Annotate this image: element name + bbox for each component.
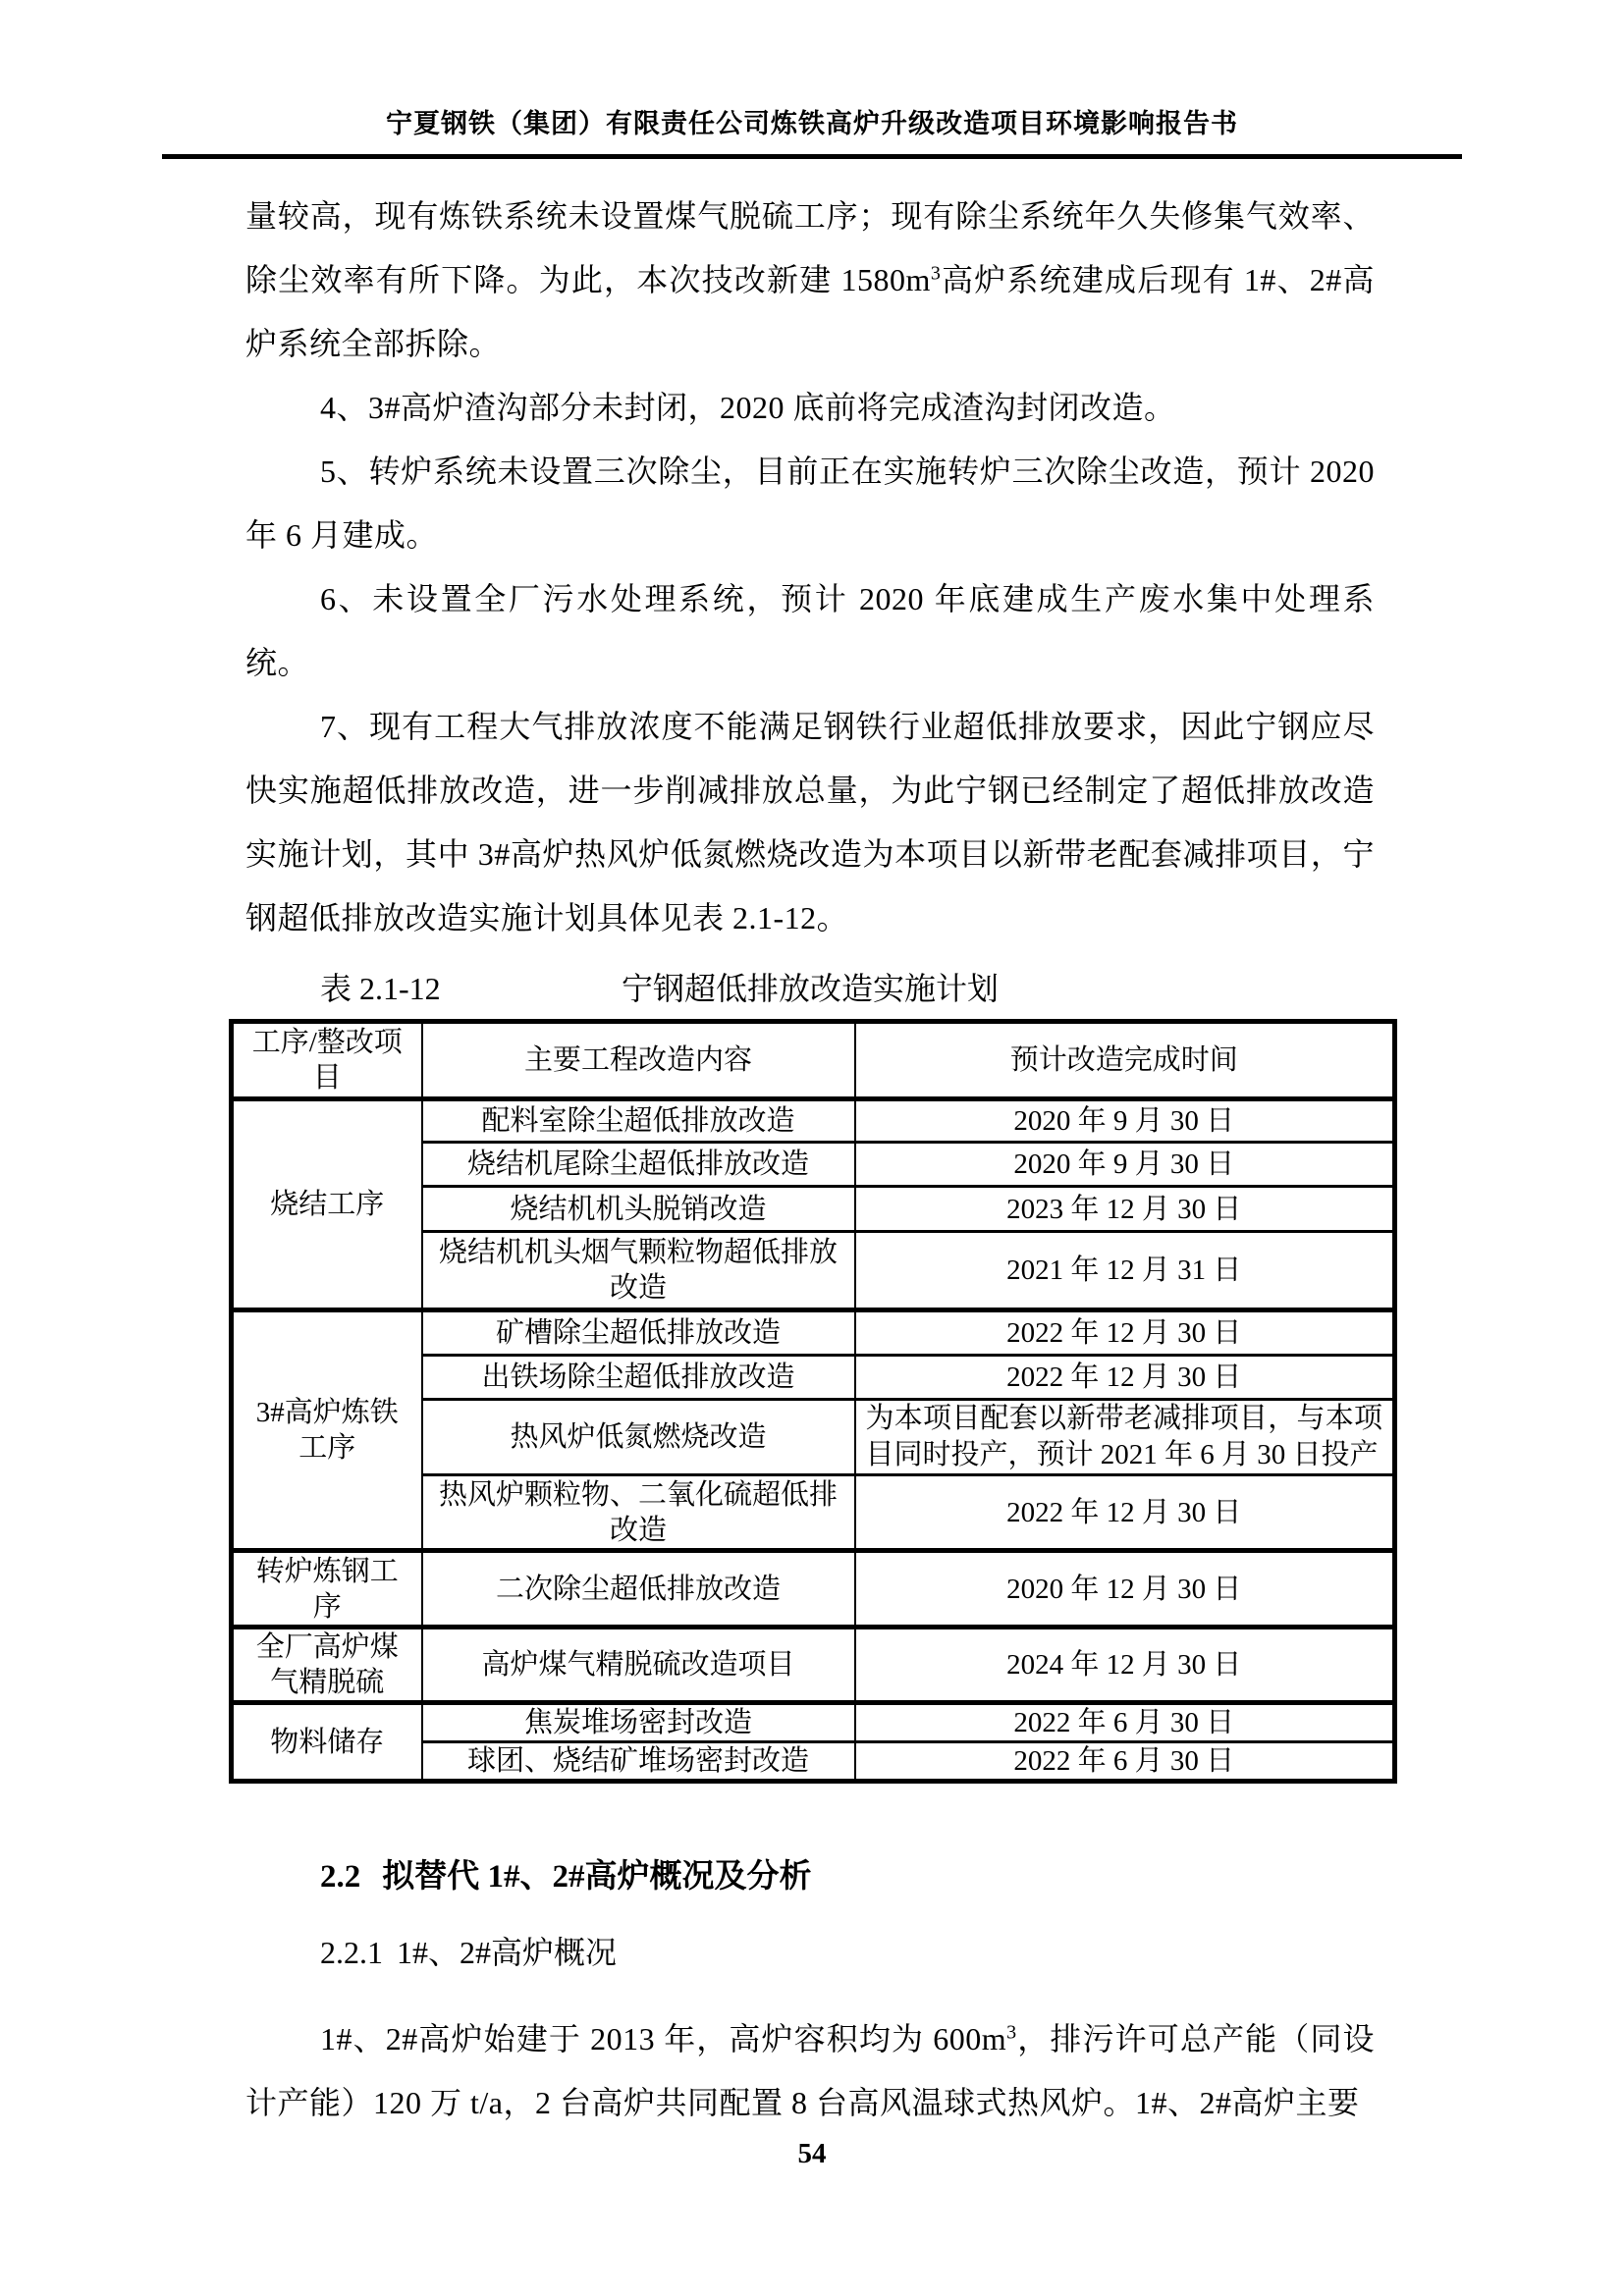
list-item-5: 5、转炉系统未设置三次除尘，目前正在实施转炉三次除尘改造，预计 2020 年 6 月建成。 (245, 454, 1375, 553)
table-caption (245, 958, 1375, 1019)
list-item-6: 6、未设置全厂污水处理系统，预计 2020 年底建成生产废水集中处理系统。 (245, 581, 1375, 680)
column-header-process: 工序/整改项目 (232, 1022, 422, 1099)
table-cell-date: 2020 年 12 月 30 日 (855, 1551, 1395, 1628)
group-cell-blast-furnace: 3#高炉炼铁工序 (232, 1310, 422, 1551)
page-header (0, 0, 1624, 159)
table-row (232, 1551, 1395, 1628)
list-item-7: 7、现有工程大气排放浓度不能满足钢铁行业超低排放要求，因此宁钢应尽快实施超低排放改造，进一步削减排放总量，为此宁钢已经制定了超低排放改造实施计划，其中 3#高炉热风炉低氮燃烧改造为本项目以新带老配套减排项目，宁钢超低排放改造实施计划具体见表 2.1-12。 (245, 709, 1375, 935)
report-header-title: 宁夏钢铁（集团）有限责任公司炼铁高炉升级改造项目环境影响报告书 (386, 109, 1238, 138)
table-cell-content: 球团、烧结矿堆场密封改造 (422, 1742, 855, 1782)
header-rule (162, 154, 1462, 159)
section-heading-2-2 (245, 1854, 1375, 1899)
list-item-4: 4、3#高炉渣沟部分未封闭，2020 底前将完成渣沟封闭改造。 (320, 390, 1176, 425)
superscript-3: 3 (1006, 2021, 1017, 2044)
column-header-date: 预计改造完成时间 (855, 1022, 1395, 1099)
group-cell-material-storage: 物料储存 (232, 1703, 422, 1782)
table-caption-title: 宁钢超低排放改造实施计划 (621, 971, 999, 1006)
section-number: 2.2.1 (320, 1935, 383, 1970)
paragraph-continuation (245, 185, 1375, 376)
table-cell-date: 2023 年 12 月 30 日 (855, 1187, 1395, 1232)
table-caption-label: 表 2.1-12 (320, 971, 441, 1006)
table-cell-content: 烧结机机头脱销改造 (422, 1187, 855, 1232)
table-cell-date: 2020 年 9 月 30 日 (855, 1143, 1395, 1187)
table-cell-content: 配料室除尘超低排放改造 (422, 1099, 855, 1143)
group-cell-sintering: 烧结工序 (232, 1099, 422, 1310)
section-title: 拟替代 1#、2#高炉概况及分析 (382, 1859, 812, 1895)
table-cell-date: 2022 年 12 月 30 日 (855, 1356, 1395, 1400)
table-row (232, 1703, 1395, 1742)
page-body (0, 185, 1624, 2135)
table-row (232, 1628, 1395, 1703)
table-cell-content: 热风炉颗粒物、二氧化硫超低排改造 (422, 1475, 855, 1551)
paragraph-text: ，排污许可总产能（同设计产能）120 万 t/a，2 台高炉共同配置 8 台高风温球式热风炉。1#、2#高炉主要 (245, 2021, 1375, 2120)
table-cell-content: 焦炭堆场密封改造 (422, 1703, 855, 1742)
table-cell-date: 2022 年 6 月 30 日 (855, 1703, 1395, 1742)
table-cell-date: 为本项目配套以新带老减排项目，与本项目同时投产，预计 2021 年 6 月 30 日投产 (855, 1400, 1395, 1475)
paragraph-furnace-overview (245, 2007, 1375, 2135)
paragraph-text: 量较高，现有炼铁系统未设置煤气脱硫工序；现有除尘系统年久失修集气效率、除尘效率有所下降。为此，本次技改新建 1580m (245, 198, 1375, 297)
table-cell-content: 烧结机机头烟气颗粒物超低排放改造 (422, 1232, 855, 1310)
page-number: 54 (797, 2138, 827, 2169)
table-cell-date: 2021 年 12 月 31 日 (855, 1232, 1395, 1310)
group-cell-gas-desulfurization: 全厂高炉煤气精脱硫 (232, 1628, 422, 1703)
table-cell-date: 2024 年 12 月 30 日 (855, 1628, 1395, 1703)
table-cell-content: 出铁场除尘超低排放改造 (422, 1356, 855, 1400)
table-row (232, 1099, 1395, 1143)
section-number: 2.2 (320, 1859, 361, 1895)
table-cell-date: 2020 年 9 月 30 日 (855, 1099, 1395, 1143)
paragraph-text: 高炉系统建成后现有 1#、2#高炉系统全部拆除。 (245, 262, 1375, 361)
table-cell-content: 烧结机尾除尘超低排放改造 (422, 1143, 855, 1187)
table-cell-date: 2022 年 12 月 30 日 (855, 1475, 1395, 1551)
table-cell-date: 2022 年 12 月 30 日 (855, 1310, 1395, 1356)
paragraph-text: 1#、2#高炉始建于 2013 年，高炉容积均为 600m (320, 2021, 1007, 2056)
table-cell-content: 矿槽除尘超低排放改造 (422, 1310, 855, 1356)
table-header-row (232, 1022, 1395, 1099)
table-cell-content: 热风炉低氮燃烧改造 (422, 1400, 855, 1475)
table-cell-content: 高炉煤气精脱硫改造项目 (422, 1628, 855, 1703)
table-row (232, 1310, 1395, 1356)
table-cell-date: 2022 年 6 月 30 日 (855, 1742, 1395, 1782)
section-heading-2-2-1 (245, 1931, 1375, 1974)
column-header-content: 主要工程改造内容 (422, 1022, 855, 1099)
superscript-3: 3 (930, 262, 942, 285)
retrofit-plan-table (229, 1019, 1397, 1784)
section-title: 1#、2#高炉概况 (397, 1935, 618, 1970)
group-cell-converter: 转炉炼钢工序 (232, 1551, 422, 1628)
table-cell-content: 二次除尘超低排放改造 (422, 1551, 855, 1628)
